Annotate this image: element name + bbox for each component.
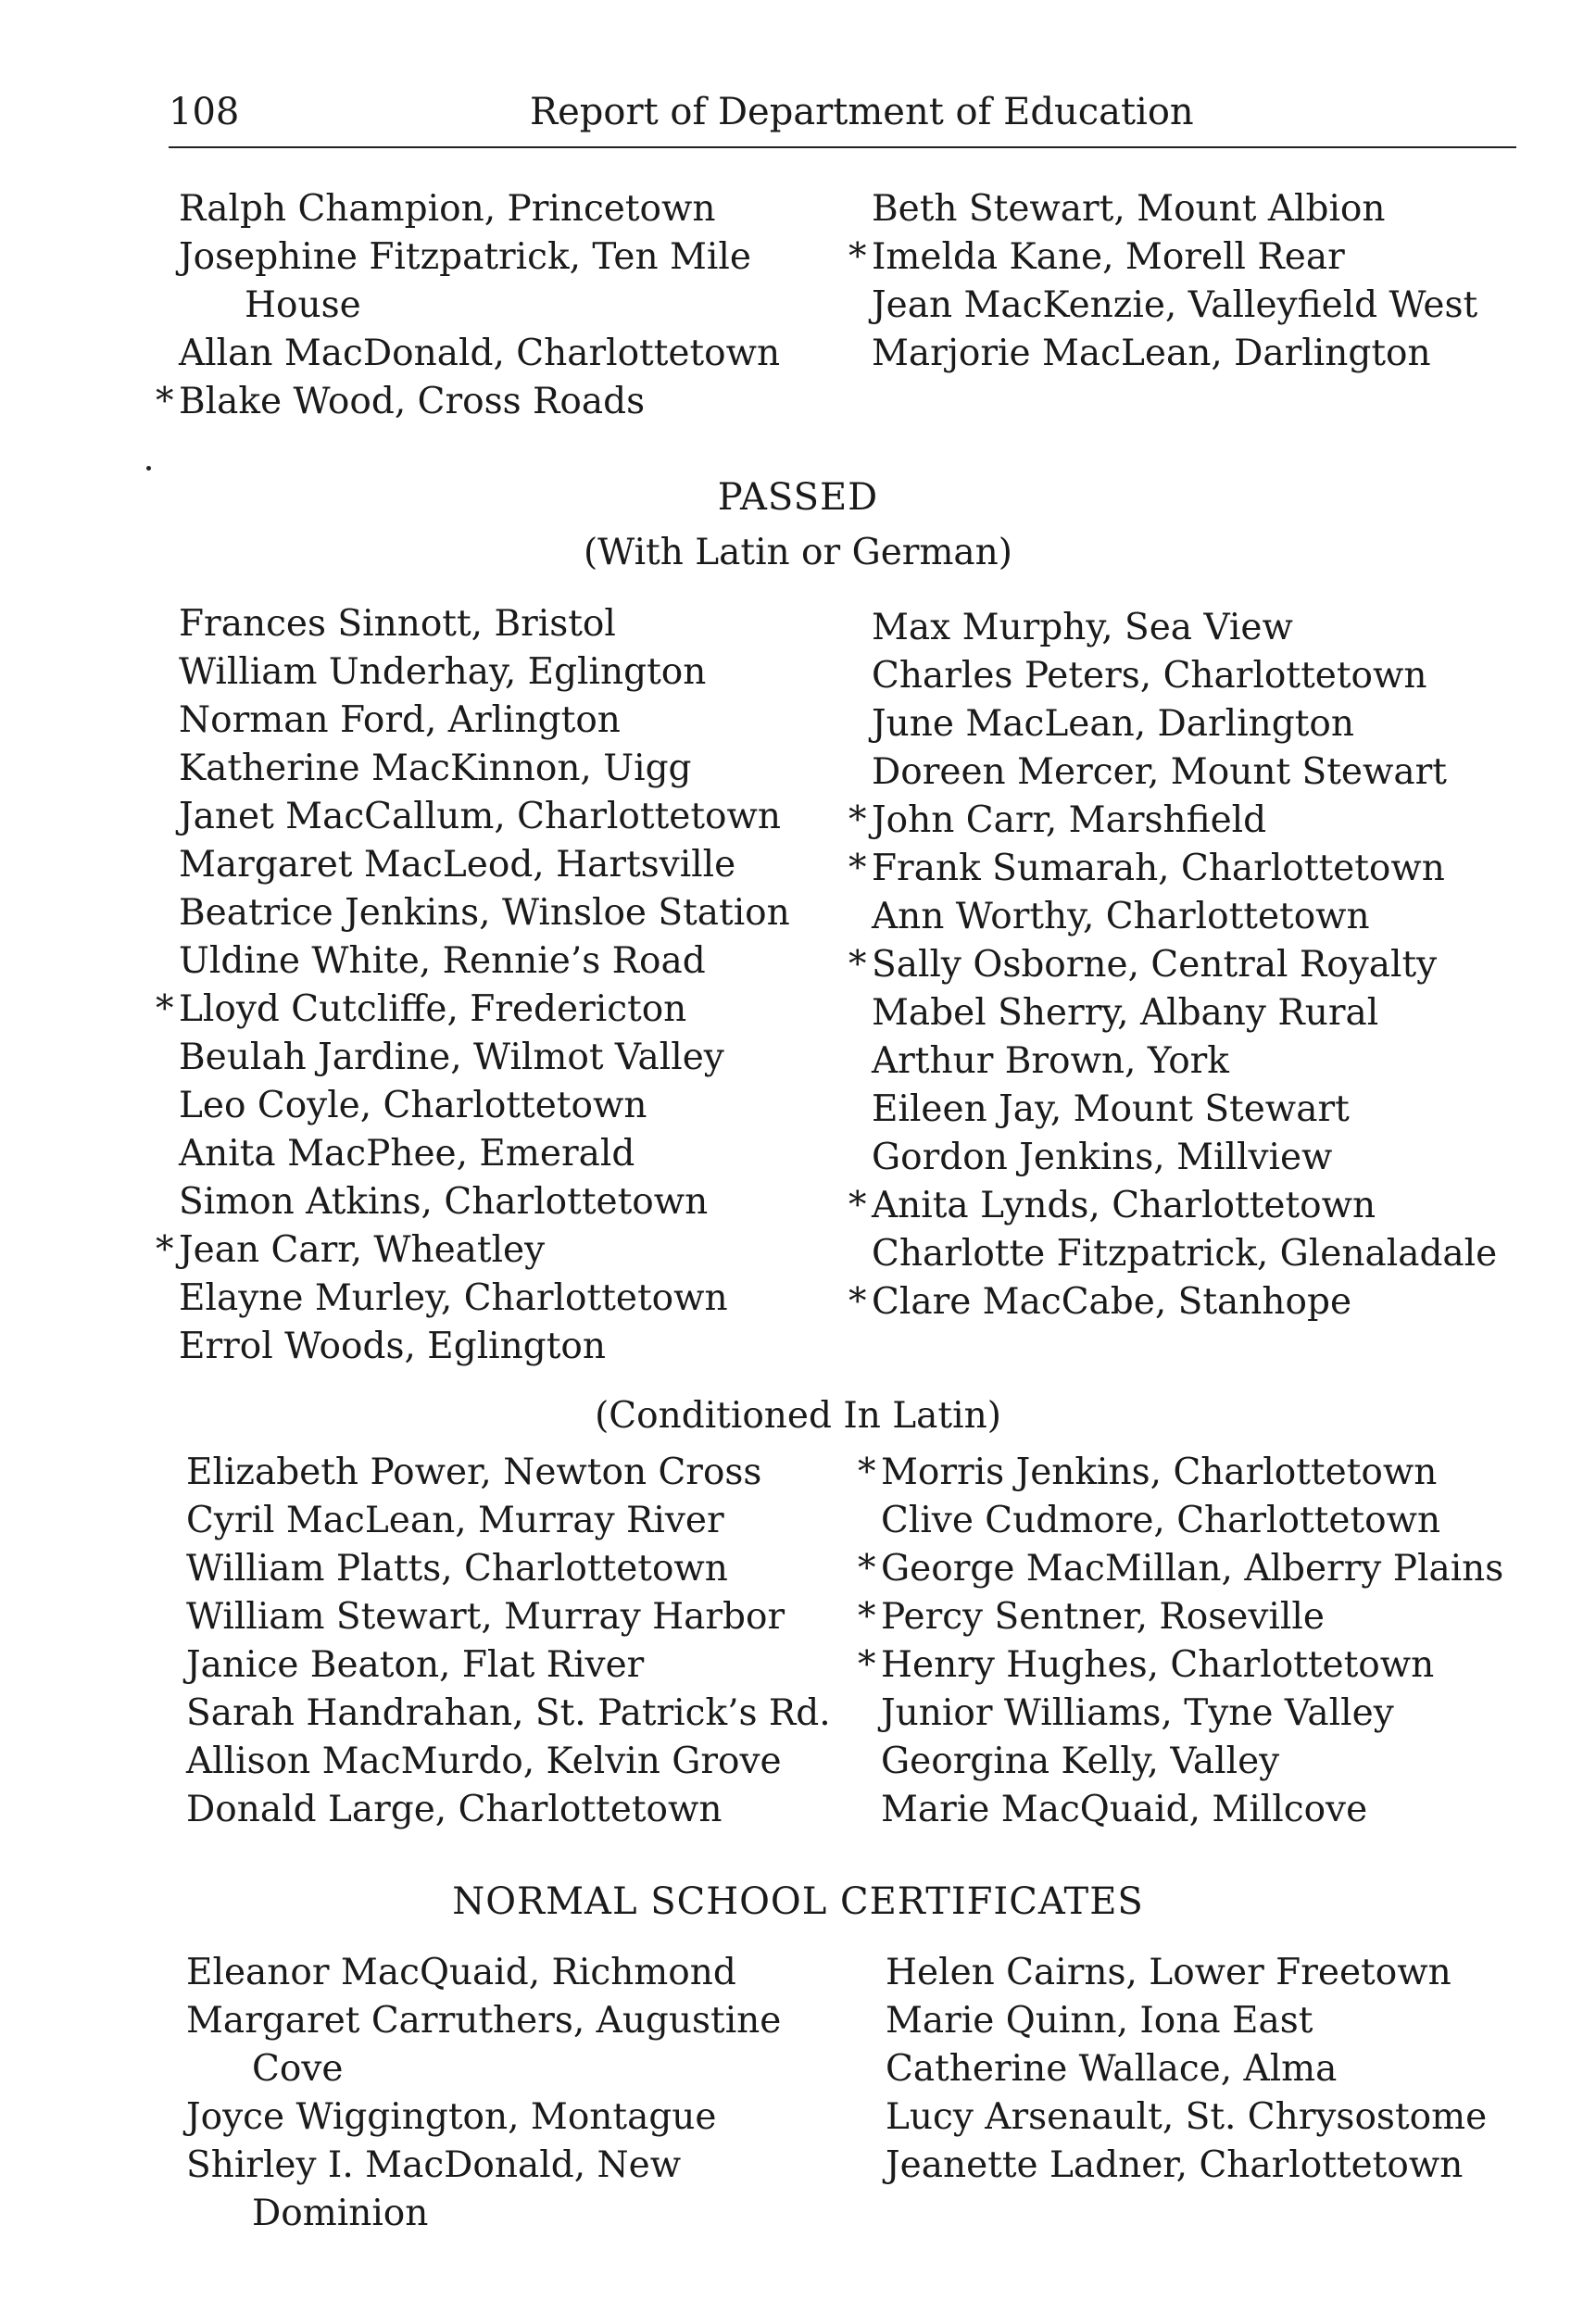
asterisk-mark: * [858,1644,876,1686]
name-text: Clive Cudmore, Charlottetown [881,1500,1441,1541]
name-text: Leo Coyle, Charlottetown [179,1085,647,1126]
name-text: Beth Stewart, Mount Albion [872,188,1386,230]
name-text: Charles Peters, Charlottetown [872,655,1427,697]
name-text: Catherine Wallace, Alma [886,2048,1338,2090]
name-text: Gordon Jenkins, Millview [872,1137,1333,1178]
name-text: Katherine MacKinnon, Uigg [179,748,692,789]
name-entry [176,1593,861,1641]
name-entry [169,1323,854,1371]
normal-school-right-column [875,1949,1542,2190]
name-text: Beatrice Jenkins, Winsloe Station [179,892,790,934]
name-text: Blake Wood, Cross Roads [179,381,646,422]
asterisk-mark: * [848,944,867,986]
name-entry [875,2093,1542,2142]
name-text: Arthur Brown, York [872,1040,1229,1082]
name-text: Jean MacKenzie, Valleyfield West [872,284,1478,326]
name-entry [169,697,854,745]
name-entry [861,1037,1528,1086]
top-list-left-column [156,185,798,426]
name-entry [861,748,1528,797]
name-text: Anita Lynds, Charlottetown [872,1185,1376,1226]
name-text: Georgina Kelly, Valley [881,1741,1280,1782]
name-entry [848,941,1528,989]
name-text: Errol Woods, Eglington [179,1326,607,1367]
name-text: William Underhay, Eglington [179,651,707,693]
normal-school-left-column [176,1949,843,2238]
name-text: Donald Large, Charlottetown [186,1789,723,1830]
name-entry [858,1641,1538,1690]
name-text: William Platts, Charlottetown [186,1548,728,1590]
name-entry [176,1641,861,1690]
name-entry [858,1593,1538,1641]
name-text: Elizabeth Power, Newton Cross [186,1452,762,1493]
name-entry [861,282,1528,330]
name-entry [861,652,1528,700]
name-entry [169,1130,854,1178]
name-text: Eleanor MacQuaid, Richmond [186,1952,736,1993]
top-list-right-column [848,185,1528,378]
name-entry [176,1738,861,1786]
name-entry [169,745,854,793]
name-entry [848,845,1528,893]
conditioned-subheading: (Conditioned In Latin) [595,1395,1001,1437]
name-text: Doreen Mercer, Mount Stewart [872,751,1447,793]
page-header [169,91,1516,148]
name-entry [176,1786,861,1834]
asterisk-mark: * [858,1452,876,1493]
name-entry [176,1545,861,1593]
stray-print-mark [146,466,151,471]
name-text: Josephine Fitzpatrick, Ten Mile House [179,236,751,326]
asterisk-mark: * [858,1548,876,1590]
name-text: Morris Jenkins, Charlottetown [881,1452,1438,1493]
name-text: Marie Quinn, Iona East [886,2000,1313,2042]
name-text: Henry Hughes, Charlottetown [881,1644,1435,1686]
name-text: Elayne Murley, Charlottetown [179,1277,728,1319]
name-entry [871,1786,1538,1834]
name-text: Uldine White, Rennie’s Road [179,940,706,982]
name-entry [861,1086,1528,1134]
name-text: Max Murphy, Sea View [872,607,1293,648]
name-entry [871,1497,1538,1545]
name-entry [875,1997,1542,2045]
asterisk-mark: * [848,236,867,278]
name-entry [156,378,798,426]
name-text: George MacMillan, Alberry Plains [881,1548,1504,1590]
name-text: Allan MacDonald, Charlottetown [179,333,781,374]
name-entry [176,2093,843,2142]
name-entry [176,1497,861,1545]
name-entry [861,330,1528,378]
name-entry [169,600,854,648]
name-text: June MacLean, Darlington [872,703,1354,745]
name-text: Shirley I. MacDonald, New Dominion [186,2144,682,2234]
asterisk-mark: * [858,1596,876,1638]
running-head-title: Report of Department of Education [530,91,1194,133]
name-text: William Stewart, Murray Harbor [186,1596,785,1638]
name-entry [848,797,1528,845]
name-entry [848,233,1528,282]
name-text: Sarah Handrahan, St. Patrick’s Rd. [186,1692,831,1734]
name-entry [871,1738,1538,1786]
name-entry [875,2142,1542,2190]
name-text: Ralph Champion, Princetown [179,188,716,230]
name-text: Lloyd Cutcliffe, Fredericton [179,988,687,1030]
name-text: Imelda Kane, Morell Rear [872,236,1345,278]
asterisk-mark: * [848,848,867,889]
name-text: Beulah Jardine, Wilmot Valley [179,1037,724,1078]
normal-school-heading: NORMAL SCHOOL CERTIFICATES [452,1880,1144,1923]
name-entry [169,648,854,697]
asterisk-mark: * [156,988,174,1030]
passed-heading: PASSED [717,476,879,519]
name-entry [861,1134,1528,1182]
name-entry [169,889,854,937]
name-entry [176,1997,843,2093]
name-entry [858,1449,1538,1497]
name-text: Sally Osborne, Central Royalty [872,944,1438,986]
name-text: Helen Cairns, Lower Freetown [886,1952,1451,1993]
name-entry [848,1182,1528,1230]
name-entry [861,989,1528,1037]
name-entry [169,185,798,233]
name-entry [176,2142,843,2238]
name-entry [861,893,1528,941]
name-entry [861,700,1528,748]
asterisk-mark: * [156,1229,174,1271]
name-entry [169,1178,854,1226]
name-text: Cyril MacLean, Murray River [186,1500,724,1541]
name-entry [861,185,1528,233]
name-entry [875,1949,1542,1997]
passed-left-column [156,600,854,1371]
name-entry [169,841,854,889]
passed-subheading: (With Latin or German) [583,532,1013,573]
name-entry [169,793,854,841]
name-text: Joyce Wiggington, Montague [186,2096,717,2138]
name-entry [169,1034,854,1082]
name-entry [875,2045,1542,2093]
name-text: Mabel Sherry, Albany Rural [872,992,1379,1034]
name-entry [169,1082,854,1130]
name-text: Marie MacQuaid, Millcove [881,1789,1368,1830]
name-entry [169,233,798,330]
name-text: Frances Sinnott, Bristol [179,603,616,645]
name-text: John Carr, Marshfield [872,799,1267,841]
name-text: Janice Beaton, Flat River [186,1644,645,1686]
name-text: Margaret Carruthers, Augustine Cove [186,2000,782,2090]
name-entry [176,1449,861,1497]
name-text: Frank Sumarah, Charlottetown [872,848,1445,889]
name-text: Margaret MacLeod, Hartsville [179,844,736,886]
name-entry [858,1545,1538,1593]
name-text: Jean Carr, Wheatley [179,1229,546,1271]
name-text: Jeanette Ladner, Charlottetown [886,2144,1464,2186]
name-entry [871,1690,1538,1738]
name-text: Simon Atkins, Charlottetown [179,1181,709,1223]
passed-right-column [848,604,1528,1326]
name-text: Junior Williams, Tyne Valley [881,1692,1394,1734]
name-text: Allison MacMurdo, Kelvin Grove [186,1741,782,1782]
name-text: Marjorie MacLean, Darlington [872,333,1431,374]
asterisk-mark: * [156,381,174,422]
name-text: Ann Worthy, Charlottetown [872,896,1370,937]
name-entry [861,604,1528,652]
asterisk-mark: * [848,1281,867,1323]
name-text: Eileen Jay, Mount Stewart [872,1088,1350,1130]
asterisk-mark: * [848,1185,867,1226]
name-entry [848,1278,1528,1326]
name-text: Percy Sentner, Roseville [881,1596,1325,1638]
name-text: Lucy Arsenault, St. Chrysostome [886,2096,1488,2138]
name-entry [169,330,798,378]
name-text: Charlotte Fitzpatrick, Glenaladale [872,1233,1498,1275]
name-text: Norman Ford, Arlington [179,699,621,741]
conditioned-left-column [176,1449,861,1834]
name-entry [861,1230,1528,1278]
name-entry [156,1226,854,1275]
name-text: Janet MacCallum, Charlottetown [179,796,781,837]
name-text: Clare MacCabe, Stanhope [872,1281,1352,1323]
name-entry [169,1275,854,1323]
name-entry [176,1690,861,1738]
name-text: Anita MacPhee, Emerald [179,1133,635,1175]
name-entry [176,1949,843,1997]
name-entry [156,986,854,1034]
name-entry [169,937,854,986]
asterisk-mark: * [848,799,867,841]
page-number: 108 [169,91,240,133]
conditioned-right-column [858,1449,1538,1834]
